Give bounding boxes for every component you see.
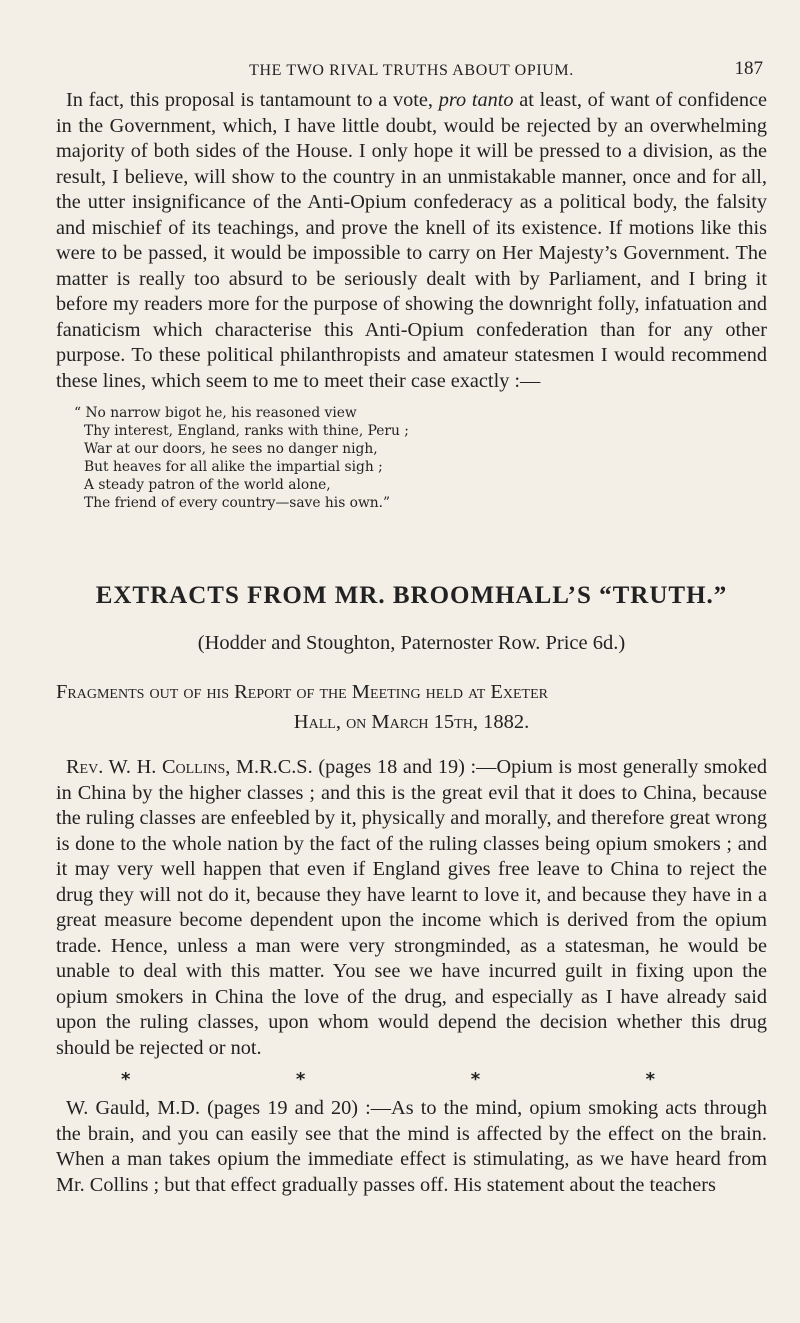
- poem-line: A steady patron of the world alone,: [84, 477, 331, 493]
- poem-line: “ No narrow bigot he, his reasoned view: [74, 405, 357, 421]
- opening-text-rest: at least, of want of confidence in the Government, which, I have little doubt, would be rejected by an overwhelming majority of both sides of the House. I only hope it will be pressed to a division, as the result, I believe, will show to the country in an unmistakable manner, once and for all, the utter insignificance of the Anti-Opium confederacy as a political body, the falsity and mischief of its teachings, and prove the knell of its existence. If motions like this were to be passed, it would be impossible to carry on Her Majesty’s Government. The matter is really too absurd to be seriously dealt with by Parliament, and I bring it before my readers more for the purpose of showing the downright folly, infatuation and fanaticism which characterise this Anti-Opium confederation than for any other purpose. To these political philanthropists and amateur statesmen I would recommend these lines, which seem to me to meet their case exactly :—: [56, 89, 768, 392]
- collins-paragraph: [56, 755, 767, 1061]
- gauld-paragraph: [56, 1096, 767, 1198]
- poem-line: But heaves for all alike the impartial sigh ;: [84, 459, 383, 475]
- running-title: THE TWO RIVAL TRUTHS ABOUT OPIUM.: [249, 62, 574, 79]
- separator-star: *: [121, 1069, 131, 1090]
- separator-star: *: [295, 1069, 306, 1090]
- poem-line: The friend of every country—save his own.”: [84, 495, 391, 511]
- speaker-name: W. Gauld, M.D.: [66, 1097, 201, 1119]
- poem-quote: [74, 404, 767, 512]
- poem-line: Thy interest, England, ranks with thine, Peru ;: [84, 423, 409, 439]
- fragments-heading-line: Fragments out of his Report of the Meeting held at Exeter: [56, 681, 548, 703]
- collins-text: (pages 18 and 19) :—Opium is most generally smoked in China by the higher classes ; and this is the great evil that it does to China, because the ruling classes are enfeebled by it, physically and morally, and therefore great wrong is done to the whole nation by the fact of the ruling classes being opium smokers ; and it may very well happen that even if England gives free leave to China to reject the drug they will not do it, because they have learnt to love it, and because they have in a great measure become dependent upon the income which is derived from the opium trade. Hence, unless a man were very strongminded, as a statesman, he would be unable to deal with this matter. You see we have incurred guilt in fixing upon the opium smokers in China the love of the drug, and especially as I have already said upon the ruling classes, upon whom would depend the decision whether this drug should be rejected or not.: [56, 756, 767, 1059]
- opening-paragraph: [56, 88, 767, 394]
- separator-star: *: [470, 1069, 481, 1090]
- publisher-text: (Hodder and Stoughton, Paternoster Row. Price 6d.): [197, 632, 626, 654]
- separator-star: *: [645, 1069, 655, 1090]
- section-separator: [56, 1069, 767, 1090]
- poem-line: War at our doors, he sees no danger nigh,: [84, 441, 378, 457]
- running-head: [56, 0, 767, 88]
- gauld-text: (pages 19 and 20) :—As to the mind, opium smoking acts through the brain, and you can easily see that the mind is affected by the effect on the brain. When a man takes opium the immediate effect is stimulating, as we have heard from Mr. Collins ; but that effect gradually passes off. His statement about the teachers: [56, 1097, 767, 1196]
- opening-text-start: In fact, this proposal is tantamount to a vote,: [66, 89, 433, 111]
- italic-phrase: pro tanto: [438, 89, 514, 111]
- speaker-name: Rev. W. H. Collins, M.R.C.S.: [66, 756, 313, 778]
- fragments-heading: [56, 677, 767, 737]
- page-number: 187: [734, 58, 763, 79]
- extracts-heading: EXTRACTS FROM MR. BROOMHALL’S “TRUTH.”: [95, 582, 728, 609]
- fragments-heading-line: Hall, on March 15th, 1882.: [293, 711, 530, 733]
- publisher-line: [56, 632, 767, 655]
